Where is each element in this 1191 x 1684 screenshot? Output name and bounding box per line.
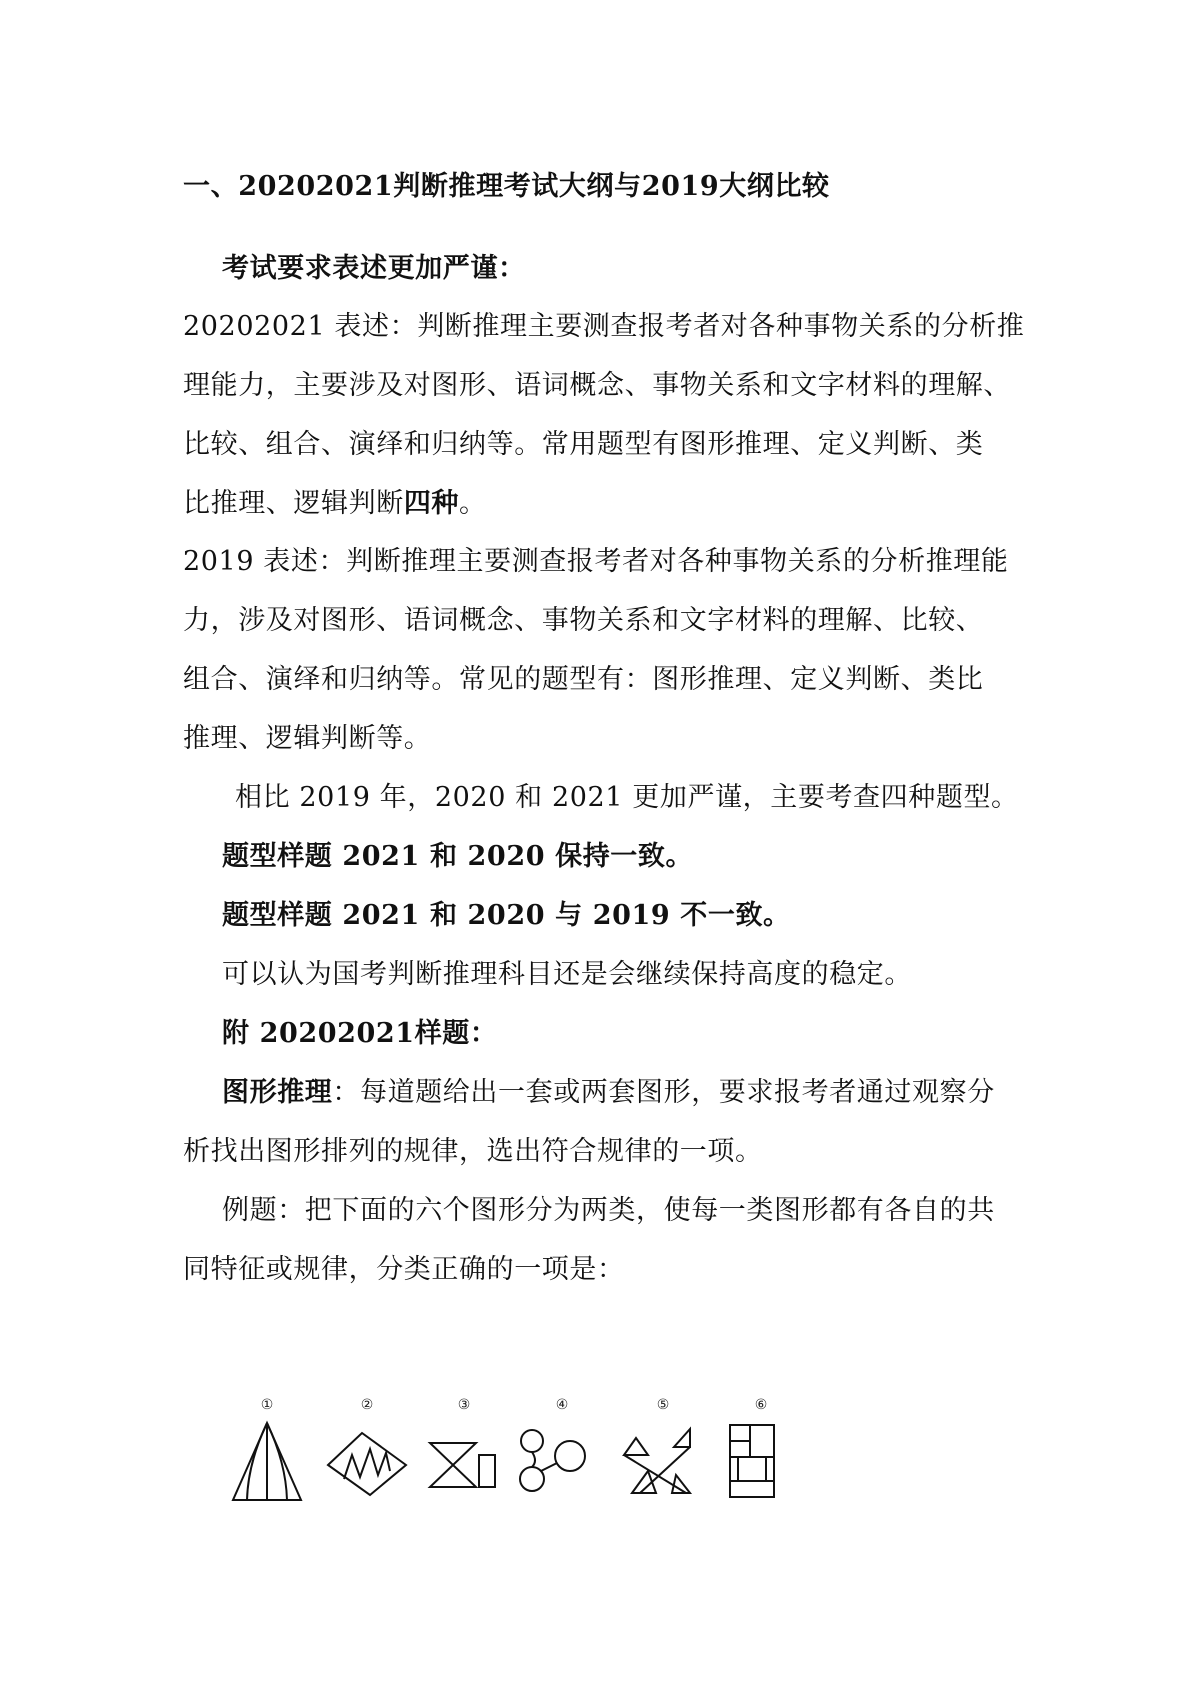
para-2020-line-2: 理能力，主要涉及对图形、语词概念、事物关系和文字材料的理解、 bbox=[183, 370, 1011, 401]
figure-5-triangles-cross bbox=[624, 1429, 690, 1493]
figure-reasoning-desc: ：每道题给出一套或两套图形，要求报考者通过观察分 bbox=[332, 1077, 995, 1108]
figure-1-triangle bbox=[233, 1423, 301, 1500]
figure-reasoning-label: 图形推理 bbox=[222, 1077, 333, 1108]
figure-3-triangles-rectangle bbox=[430, 1443, 495, 1487]
figure-number-3: ③ bbox=[457, 1397, 471, 1413]
para-2020-line-1: 20202021 表述：判断推理主要测查报考者对各种事物关系的分析推 bbox=[183, 311, 1025, 342]
figure-number-6: ⑥ bbox=[754, 1397, 768, 1413]
appendix-heading: 附 20202021样题： bbox=[222, 1018, 498, 1049]
six-figures-illustration bbox=[220, 1393, 800, 1513]
subheading: 考试要求表述更加严谨： bbox=[222, 253, 526, 284]
figure-reasoning-line-1 bbox=[222, 1076, 995, 1110]
same-sample-note: 题型样题 2021 和 2020 保持一致。 bbox=[222, 841, 694, 872]
figure-number-4: ④ bbox=[555, 1397, 569, 1413]
figure-number-1: ① bbox=[260, 1397, 274, 1413]
four-types-emphasis: 四种 bbox=[403, 488, 460, 519]
figure-number-5: ⑤ bbox=[656, 1397, 670, 1413]
para-2019-line-1: 2019 表述：判断推理主要测查报考者对各种事物关系的分析推理能 bbox=[183, 546, 1009, 577]
para-2020-line-3: 比较、组合、演绎和归纳等。常用题型有图形推理、定义判断、类 bbox=[183, 429, 984, 460]
example-line-2: 同特征或规律，分类正确的一项是： bbox=[183, 1254, 625, 1285]
diff-sample-note: 题型样题 2021 和 2020 与 2019 不一致。 bbox=[222, 900, 791, 931]
para-2020-line-4 bbox=[183, 487, 487, 521]
section-heading: 一、20202021判断推理考试大纲与2019大纲比较 bbox=[183, 171, 830, 202]
comparison-text: 相比 2019 年，2020 和 2021 更加严谨，主要考查四种题型。 bbox=[235, 782, 1019, 813]
figure-number-2: ② bbox=[360, 1397, 374, 1413]
figure-6-nested-rectangles bbox=[730, 1425, 774, 1497]
para-2019-line-4: 推理、逻辑判断等。 bbox=[183, 723, 432, 754]
figure-reasoning-line-2: 析找出图形排列的规律，选出符合规律的一项。 bbox=[183, 1136, 763, 1167]
para-2019-line-2: 力，涉及对图形、语词概念、事物关系和文字材料的理解、比较、 bbox=[183, 605, 984, 636]
para-2020-period: 。 bbox=[459, 488, 487, 519]
figure-4-circles bbox=[520, 1430, 585, 1491]
example-line-1: 例题：把下面的六个图形分为两类，使每一类图形都有各自的共 bbox=[222, 1195, 995, 1226]
stability-note: 可以认为国考判断推理科目还是会继续保持高度的稳定。 bbox=[222, 959, 912, 990]
para-2020-line-4-text: 比推理、逻辑判断 bbox=[183, 488, 404, 519]
para-2019-line-3: 组合、演绎和归纳等。常见的题型有：图形推理、定义判断、类比 bbox=[183, 664, 984, 695]
figure-2-rhombus-zigzag bbox=[328, 1433, 406, 1495]
